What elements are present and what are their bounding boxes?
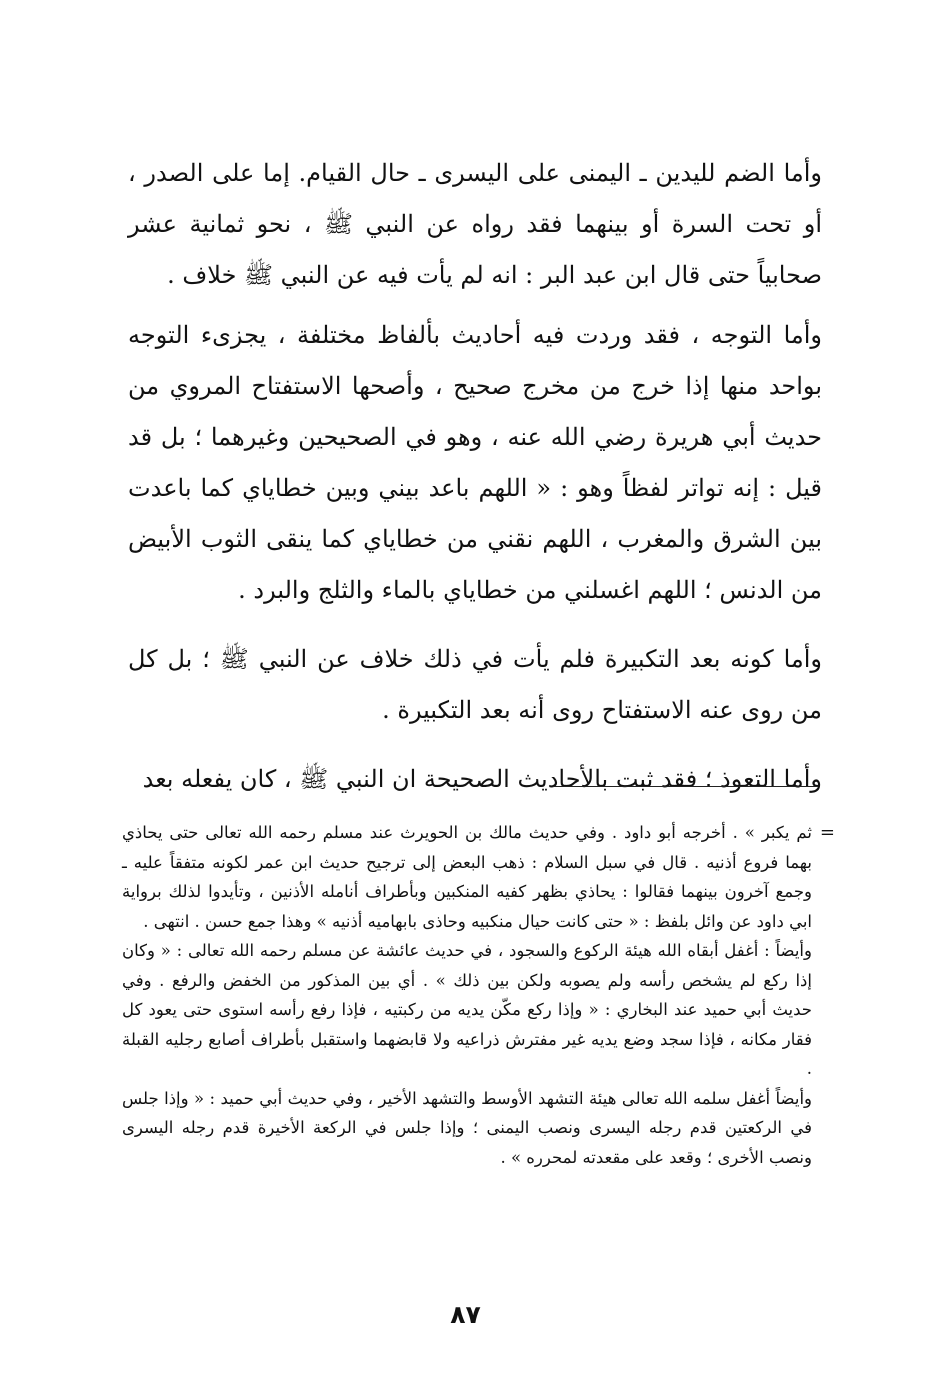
page-number: ٨٧ bbox=[450, 1300, 481, 1329]
footnote-paragraph: وأيضاً أغفل سلمه الله تعالى هيئة التشهد الأوسط والتشهد الأخير ، وفي حديث أبي حميد : « وإذا جلس في الركعتين قدم رجله اليسرى ونصب اليمنى ؛ وإذا جلس في الركعة الأخيرة قدم رجله اليسرى ونصب الأخرى ؛ وقعد على مقعدته لمحرره » . bbox=[122, 1088, 812, 1167]
footnotes-section bbox=[122, 818, 812, 1172]
paragraph-hands-placement: وأما الضم لليدين ـ اليمنى على اليسرى ـ حال القيام. إما على الصدر ، أو تحت السرة أو بينهما فقد رواه عن النبي ﷺ ، نحو ثمانية عشر صحابياً حتى قال ابن عبد البر : انه لم يأت فيه عن النبي ﷺ خلاف . bbox=[128, 159, 822, 289]
footnote-paragraph: ثم يكبر » . أخرجه أبو داود . وفي حديث مالك بن الحويرث عند مسلم رحمه الله تعالى حتى يحاذي بهما فروع أذنيه . قال في سبل السلام : ذهب البعض إلى ترجيح حديث ابن عمر لكونه متفقاً عليه ـ وجمع آخرون بينهما فقالوا : يحاذي بظهر كفيه المنكبين وبأطراف أنامله الأذنين ، وتأيدوا لذلك برواية ابي داود عن وائل بلفظ : « حتى كانت حيال منكبيه وحاذى بابهاميه أذنيه » وهذا جمع حسن . انتهى . bbox=[122, 823, 812, 931]
paragraph-after-takbir: وأما كونه بعد التكبيرة فلم يأت في ذلك خلاف عن النبي ﷺ ؛ بل كل من روى عنه الاستفتاح روى أنه بعد التكبيرة . bbox=[128, 645, 822, 724]
paragraph-taawwudh: وأما التعوذ ؛ فقد ثبت بالأحاديث الصحيحة ان النبي ﷺ ، كان يفعله بعد bbox=[142, 765, 822, 793]
main-text-body bbox=[128, 148, 822, 805]
paragraph-opening-supplication: وأما التوجه ، فقد وردت فيه أحاديث بألفاظ مختلفة ، يجزىء التوجه بواحد منها إذا خرج من مخرج صحيح ، وأصحها الاستفتاح المروي من حديث أبي هريرة رضي الله عنه ، وهو في الصحيحين وغيرهما ؛ بل قد قيل : إنه تواتر لفظاً وهو : « اللهم باعد بيني وبين خطاياي كما باعدت بين الشرق والمغرب ، اللهم نقني من خطاياي كما ينقى الثوب الأبيض من الدنس ؛ اللهم اغسلني من خطاياي بالماء والثلج والبرد . bbox=[128, 321, 823, 604]
footnote-paragraph: وأيضاً : أغفل أبقاه الله هيئة الركوع والسجود ، في حديث عائشة عن مسلم رحمه الله تعالى : « وكان إذا ركع لم يشخص رأسه ولم يصوبه ولكن بين ذلك » . أي بين المذكور من الخفض والرفع . وفي حديث أبي حميد عند البخاري : « وإذا ركع مكّن يديه من ركبتيه ، فإذا رفع رأسه استوى حتى يعود كل فقار مكانه ، فإذا سجد وضع يديه غير مفترش ذراعيه ولا قابضهما واستقبل بأطراف أصابع رجليه القبلة . bbox=[122, 941, 812, 1078]
footnote-separator-rule bbox=[553, 786, 818, 787]
footnote-continuation-mark: = bbox=[819, 822, 835, 843]
